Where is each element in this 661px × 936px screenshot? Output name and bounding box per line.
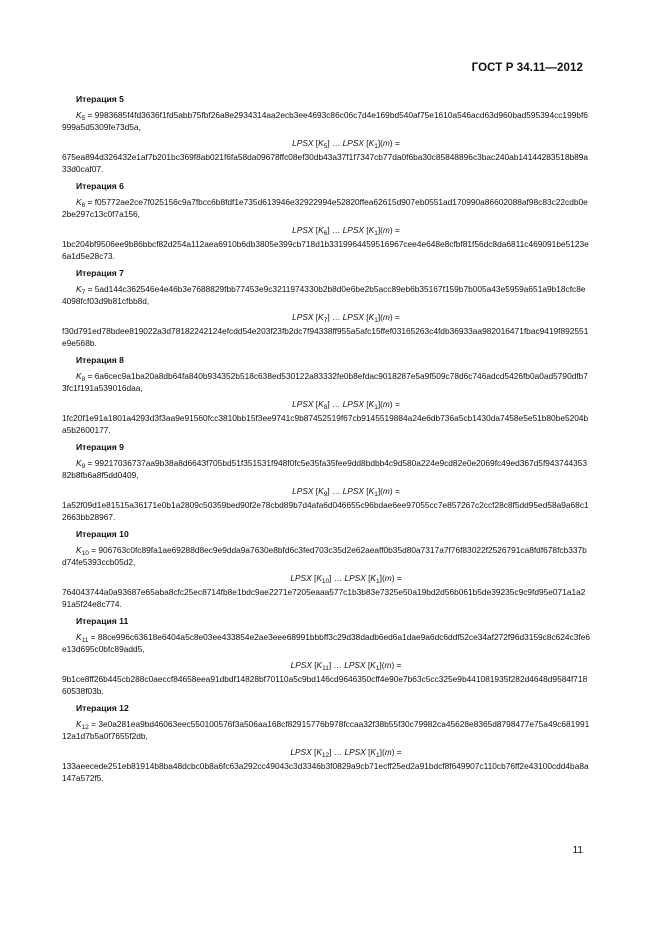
key-value: f05772ae2ce7f025156c9a7fbcc6b8fdf1e735d613946e32922994e52820ffea62615d907eb0551ad170990a86602088af98c83c22cdb0e2be297c13c0f7a156, [62, 197, 588, 219]
result-value: 133aeecede251eb81914b8ba48dcbc0b8a6fc63a292cc49043c3d3346b3f0829a9cb71ecff25ed2a91bdcf8f649907c110cb76ff2e43100cdd4ba8a147a572f5. [62, 761, 589, 783]
formula: LPSX $[K_6]$ … LPSX $[K_1](m)$ = [292, 225, 400, 237]
iteration-title: Итерация 12 [76, 703, 129, 713]
formula: LPSX $[K_{10}]$ … LPSX $[K_1](m)$ = [290, 573, 402, 585]
key-value: 99217036737aa9b38a8d6643f705bd51f351531f948f0fc5e35fa35fee9dd8bdbb4c9d580a224e9cd82e0e2069fc49ed367d5f94374435382b8fb6a8f5dd0409, [62, 458, 588, 480]
key-line: $K_5 = 9983685f4fd3636f1fd5abb75fbf26a8e2934314aa2ecb3ee4693c86c06c7d4e169bd540af75e1610a546acd63d960bad595394cc199bf6999a5d530$9fe73d5a, [62, 110, 588, 132]
formula-index: 10 [321, 578, 330, 585]
iteration-block [62, 528, 590, 610]
iteration-block [62, 615, 590, 697]
formula-index: 9 [323, 491, 328, 498]
iteration-title: Итерация 11 [76, 616, 129, 626]
key-value: 6a6cec9a1ba20a8db64fa840b934352b518c638ed530122a83332fe0b8efdac9018287e5a9f509c78d6c746adcd5426fb0a0ad5790dfb73fc1f191a539016daa, [62, 371, 588, 393]
result-value: 9b1ce8ff26b445cb288c0aeccf84658eea91dbdf14828bf70110a5c9bd146cd9646350cff4e90e7b63c5cc325e9b441081935f282d4648d9584f71860538f03b. [62, 674, 588, 696]
iteration-block [62, 267, 590, 349]
formula-index: 8 [323, 404, 328, 411]
key-value: 3e0a281ea9bd46063eec550100576f3a506aa168cf82915776b978fccaa32f38b55f30c79982ca45628e8365d8798477e75a49c68199112a1d7b5a0f7655f2db, [62, 719, 590, 741]
iteration-block [62, 702, 590, 784]
iteration-title: Итерация 7 [76, 268, 124, 278]
iteration-title: Итерация 10 [76, 529, 129, 539]
key-symbol: $K_5$ [76, 110, 86, 122]
key-symbol: $K_7$ [76, 284, 86, 296]
result-value: 764043744a0a93687e65aba8cfc25ec8714fb8e1bdc9ae2271e7205eaaa577c1b3b83e7325e50a19bd2d56b061b5de39235c9c9fd95e071a1a291a5f24e8c774. [62, 587, 586, 609]
formula: LPSX $[K_5]$ … LPSX $[K_1](m)$ = [292, 138, 400, 150]
formula-index: 6 [323, 230, 328, 237]
key-index: 9 [81, 463, 86, 470]
key-line: $K_{10}$ = 906763c0fc89fa1ae69288d8ec9e9dda9a7630e8bfd6c3fed703c35d2e62aeaff0b35d80a7317a7f76f83022f2526791ca8fdf678fcb337bd74fe5393ccb05d2, [62, 545, 587, 567]
formula: LPSX $[K_9]$ … LPSX $[K_1](m)$ = [292, 486, 400, 498]
result-value: f30d791ed78bdee819022a3d78182242124efcdd54e203f23fb2dc7f94338ff955a5afc15ffef03165263c4fdb36933aa982016471fbac9419f892551e9e568b. [62, 326, 589, 348]
key-index: 7 [81, 289, 86, 296]
iteration-title: Итерация 5 [76, 94, 124, 104]
iterations-list [62, 93, 590, 789]
iteration-block [62, 354, 590, 436]
key-value: 88ce996c63618e6404a5c8e03ee433854e2ae3eee68991bbbff3c29d38dadb6ed6a1dae9a6dc6ddf52ce34af272f96d3159c8c624c3fe6e13d695c0bfc89add5, [62, 632, 590, 654]
key-symbol: $K_6$ [76, 197, 86, 209]
formula-index: 5 [323, 143, 328, 150]
key-index: 8 [81, 376, 86, 383]
key-symbol: $K_{10}$ [76, 545, 89, 557]
key-symbol: $K_9$ [76, 458, 86, 470]
key-index: 6 [81, 202, 86, 209]
key-index: 12 [81, 724, 89, 731]
key-line: $K_{11}$ = 88ce996c63618e6404a5c8e03ee433854e2ae3eee68991bbbff3c29d38dadb6ed6a1dae9a6dc6ddf52ce34af272f96d3159c8c624c3fe6e13d695c0bfc89add5, [62, 632, 590, 654]
page-number: 11 [572, 845, 583, 856]
key-line: $K_{12}$ = 3e0a281ea9bd46063eec550100576f3a506aa168cf82915776b978fccaa32f38b55f30c79982ca45628e8365d8798477e75a49c68199112a1d7b5a0f7655f2db, [62, 719, 590, 741]
key-value: 906763c0fc89fa1ae69288d8ec9e9dda9a7630e8bfd6c3fed703c35d2e62aeaff0b35d80a7317a7f76f83022f2526791ca8fdf678fcb337bd74fe5393ccb05d2, [62, 545, 587, 567]
formula-index: 7 [323, 317, 328, 324]
result-value: 1fc20f1e91a1801a4293d3f3aa9e91560fcc3810bb15f3ee9741c9b87452519f67cb9145519884a24e6db736a5cb1430da7458e5e51b80be5204ba5b2600177. [62, 413, 589, 435]
iteration-title: Итерация 9 [76, 442, 124, 452]
key-value: 9983685f4fd3636f1fd5abb75fbf26a8e2934314aa2ecb3ee4693c86c06c7d4e169bd540af75e1610a546acd63d960bad595394cc199bf6999a5d5309fe73d5a, [62, 110, 588, 132]
iteration-title: Итерация 8 [76, 355, 124, 365]
formula-index: 11 [322, 665, 329, 672]
key-line: $K_7 = 5ad144c362546e4e46b3e7688829fbb77453e9c3211974330b2b8d0e6be2b5acc89eb6b35167f159b7b005a43e5959a651a9b18cfc8e4098fcf03d9b$81cfbb8d, [62, 284, 586, 306]
key-symbol: $K_{11}$ [76, 632, 89, 644]
key-symbol: $K_8$ [76, 371, 86, 383]
key-value: 5ad144c362546e4e46b3e7688829fbb77453e9c3211974330b2b8d0e6be2b5acc89eb6b35167f159b7b005a43e5959a651a9b18cfc8e4098fcf03d9b81cfbb8d, [62, 284, 586, 306]
key-index: 10 [81, 550, 89, 557]
key-line: $K_9$ = 99217036737aa9b38a8d6643f705bd51f351531f948f0fc5e35fa35fee9dd8bdbb4c9d580a224e9cd82e0e2069fc49ed367d5f94374435382b8fb6a8f5dd0409, [62, 458, 588, 480]
iteration-title: Итерация 6 [76, 181, 124, 191]
result-value: 675ea894d326432e1af7b201bc369f8ab021f6fa58da09678ffc08ef30db43a37f1f7347cb77da0f6ba30c85848896c3bac240ab14144283518b89a33d0caf07. [62, 152, 589, 174]
document-header: ГОСТ Р 34.11—2012 [471, 62, 583, 74]
iteration-block [62, 180, 590, 262]
key-index: 11 [81, 637, 89, 644]
key-symbol: $K_{12}$ [76, 719, 89, 731]
result-value: 1a52f09d1e81515a36171e0b1a2809c50359bed90f2e78cbd89b7d4afa6d046655c96bdae6ee97055cc7e857267c2ccf28c8f5dd95ed58a9a68c12663bb28967. [62, 500, 589, 522]
key-index: 5 [81, 115, 86, 122]
formula: LPSX $[K_{11}]$ … LPSX $[K_1](m)$ = [290, 660, 402, 672]
result-value: 1bc204bf9506ee9b86bbcf82d254a112aea6910b6db3805e399cb718d1b3319964459516967cee4e648e8cfbf81f56dc8da6811c469091be5123e6a1d5e28c73. [62, 239, 589, 261]
formula: LPSX $[K_7]$ … LPSX $[K_1](m)$ = [292, 312, 400, 324]
formula-index: 12 [321, 752, 330, 759]
formula: LPSX $[K_{12}]$ … LPSX $[K_1](m)$ = [290, 747, 402, 759]
iteration-block [62, 93, 590, 175]
key-line: $K_8$ = 6a6cec9a1ba20a8db64fa840b934352b518c638ed530122a83332fe0b8efdac9018287e5a9f509c78d6c746adcd5426fb0a0ad5790dfb73fc1f191a539016daa, [62, 371, 588, 393]
key-line: $K_6$ = f05772ae2ce7f025156c9a7fbcc6b8fdf1e735d613946e32922994e52820ffea62615d907eb0551ad170990a86602088af98c83c22cdb0e2be297c13c0f7a156, [62, 197, 588, 219]
iteration-block [62, 441, 590, 523]
formula: LPSX $[K_8]$ … LPSX $[K_1](m)$ = [292, 399, 400, 411]
